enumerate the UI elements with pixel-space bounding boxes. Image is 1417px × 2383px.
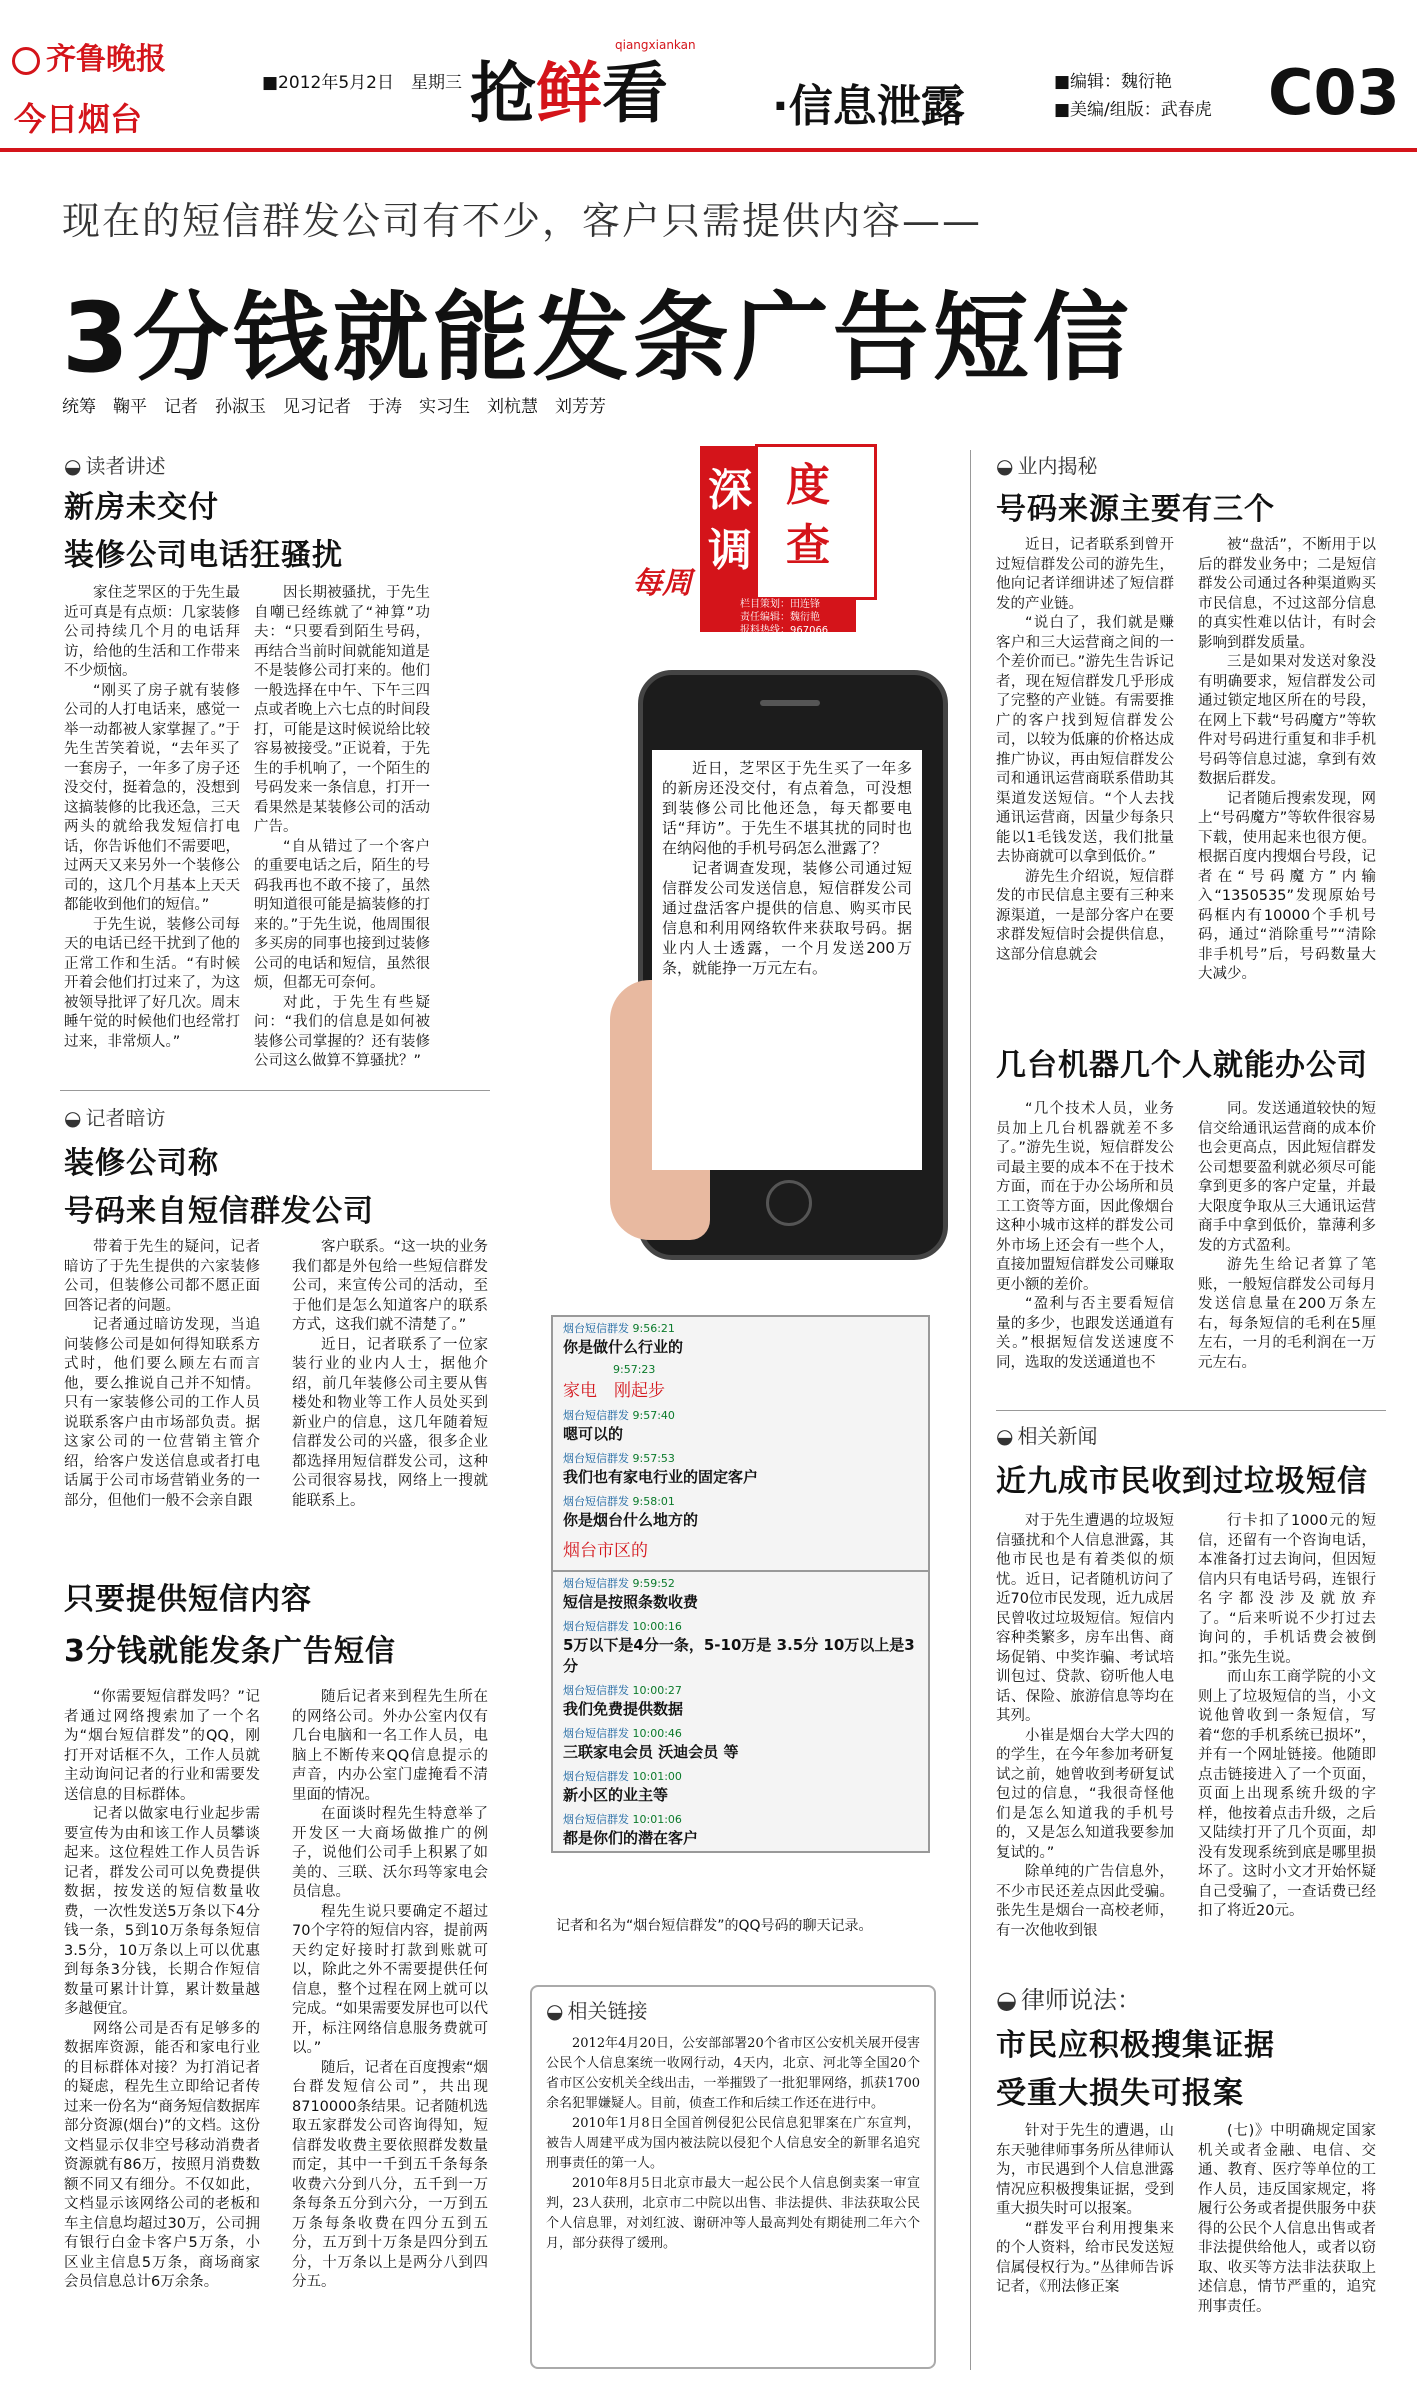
deep-investigation-badge: 深 调: [700, 446, 856, 632]
paragraph: 行卡扣了1000元的短信，还留有一个咨询电话，本准备打过去询问，但因短信内只有电话号码，连银行名字都没涉及就放弃了。“后来听说不少打过去询问的，手机话费会被倒扣。”张先生说。: [1198, 1513, 1376, 1666]
chat-message: [553, 1615, 928, 1679]
related-paragraph: 2010年8月5日北京市最大一起公民个人信息倒卖案一审宣判，23人获刑，北京市二中院以出售、非法提供、非法获取公民个人信息罪，对刘红波、谢研冲等人最高判处有期徒刑二年六个月，部分获得了缓刑。: [546, 2176, 920, 2251]
issue-date: ■2012年5月2日 星期三: [262, 73, 462, 93]
chat-text: 短信是按照条数收费: [563, 1593, 699, 1611]
chat-message: [553, 1533, 928, 1564]
paragraph: “几个技术人员，业务员加上几台机器就差不多了。”游先生说，短信群发公司最主要的成本不在于技术方面，而在于办公场所和员工工资等方面，因此像烟台这种小城市这样的群发公司外市场上还会有一些个人，直接加盟短信群发公司赚取更小额的差价。: [996, 1101, 1174, 1293]
newspaper-logo: [12, 34, 166, 78]
phone-speaker: [760, 700, 820, 706]
text-column: [64, 584, 240, 1084]
edition-name: 今日烟台: [14, 100, 143, 138]
section-heading: 号码来源主要有三个: [996, 492, 1275, 527]
page-number: C03: [1268, 56, 1400, 129]
section-title: ·信息泄露: [772, 81, 965, 132]
chat-time: 10:00:16: [629, 1620, 682, 1633]
paragraph: (七)》中明确规定国家机关或者金融、电信、交通、教育、医疗等单位的工作人员，违反国家规定，将履行公务或者提供服务中获得的公民个人信息出售或者非法提供给他人，或者以窃取、收买等方法非法获取上述信息，情节严重的，追究刑事责任。: [1198, 2123, 1376, 2315]
chat-sender: 烟台短信群发: [563, 1813, 629, 1826]
paragraph: 近日，记者联系了一位家装行业的业内人士，据他介绍，前几年装修公司主要从售楼处和物业等工作人员处买到新业户的信息，这几年随着短信群发公司的兴盛，很多企业都选择用短信群发公司，这种公司很容易找，网络上一搜就能联系上。: [292, 1336, 488, 1509]
section-rule: [996, 1410, 1386, 1411]
chat-sender: 烟台短信群发: [563, 1577, 629, 1590]
paragraph: 记者通过暗访发现，当追问装修公司是如何得知联系方式时，他们要么顾左右而言他，要么推说自己并不知情。只有一家装修公司的工作人员说联系客户由市场部负责。据这家公司的一位营销主管介绍，给客户发送信息或者打电话属于公司市场营销业务的一部分，但他们一般不会亲自跟: [64, 1317, 260, 1509]
brand-pinyin: qiangxiankan: [615, 38, 696, 52]
section-heading: 装修公司电话狂骚扰: [64, 538, 343, 573]
text-column: [996, 1512, 1174, 1972]
chat-time: 9:58:01: [629, 1495, 675, 1508]
text-column: [64, 1238, 260, 1560]
paragraph: 记者以做家电行业起步需要宣传为由和该工作人员攀谈起来。这位程姓工作人员告诉记者，群发公司可以免费提供数据，按发送的短信数量收费，一次性发送5万条以下4分钱一条，5到10万条每条短信3.5分，10万条以上可以优惠到每条3分钱，长期合作短信数量可累计计算，累计数量越多越便宜。: [64, 1806, 260, 2017]
chat-meta: [563, 1682, 918, 1698]
chat-time: 9:59:52: [629, 1577, 675, 1590]
paragraph: 记者随后搜索发现，网上“号码魔方”等软件很容易下载，使用起来也很方便。根据百度内搜烟台号段，记者在“号码魔方”内输入“1350535”发现原始号码框内有10000个手机号码，通过“消除重号”“清除非手机号”后，号码数量大大减少。: [1198, 790, 1376, 982]
paragraph: 在面谈时程先生特意举了开发区一大商场做推广的例子，说他们公司手上积累了如美的、三联、沃尔玛等家电会员信息。: [292, 1806, 488, 1900]
chat-time: 9:56:21: [629, 1322, 675, 1335]
paragraph: 游先生介绍说，短信群发的市民信息主要有三种来源渠道，一是部分客户在要求群发短信时会提供信息，这部分信息就会: [996, 868, 1174, 963]
chat-message: [553, 1490, 928, 1533]
paragraph: 近日，记者联系到曾开过短信群发公司的游先生，他向记者详细讲述了短信群发的产业链。: [996, 537, 1174, 612]
chat-meta: [563, 1618, 918, 1634]
chat-text: 你是做什么行业的: [563, 1338, 684, 1356]
chat-message: [553, 1570, 928, 1615]
paragraph: 游先生给记者算了笔账，一般短信群发公司每月发送信息量在200万条左右，每条短信的毛利在5厘左右，一月的毛利润在一万元左右。: [1198, 1257, 1376, 1371]
section-heading: 新房未交付: [64, 490, 219, 525]
chat-caption: 记者和名为“烟台短信群发”的QQ号码的聊天记录。: [556, 1918, 873, 1934]
chat-time: 10:01:06: [629, 1813, 682, 1826]
chat-text: 嗯可以的: [563, 1425, 624, 1443]
text-column: [1198, 2122, 1376, 2372]
paragraph: 带着于先生的疑问，记者暗访了于先生提供的六家装修公司，但装修公司都不愿正面回答记者的问题。: [64, 1239, 260, 1314]
chat-message: [553, 1317, 928, 1360]
chat-meta: [563, 1768, 918, 1784]
phone-paragraph: 记者调查发现，装修公司通过短信群发公司发送信息，短信群发公司通过盘活客户提供的信息、购买市民信息和利用网络软件来获取号码。据业内人士透露，一个月发送200万条，就能挣一万元左右。: [662, 859, 912, 977]
text-column: [1198, 536, 1376, 1046]
chat-time: 9:57:40: [629, 1409, 675, 1422]
text-column: [1198, 1100, 1376, 1400]
text-column: [996, 1100, 1174, 1400]
paragraph: 被“盘活”，不断用于以后的群发业务中；二是短信群发公司通过各种渠道购买市民信息，不过这部分信息的真实性难以估计，有时会影响到群发质量。: [1198, 537, 1376, 651]
text-column: [254, 584, 430, 1084]
chat-sender: 烟台短信群发: [563, 1620, 629, 1633]
text-column: [64, 1688, 260, 2378]
section-heading: 号码来自短信群发公司: [64, 1194, 374, 1229]
header-divider: [0, 148, 1417, 152]
paragraph: 同。发送通道较快的短信交给通讯运营商的成本价也会更高点，因此短信群发公司想要盈利就必须尽可能拿到更多的客户定量，并最大限度争取从三大通讯运营商手中拿到低价，靠薄利多发的方式盈利。: [1198, 1101, 1376, 1254]
article-subhead: 现在的短信群发公司有不少，客户只需提供内容——: [62, 199, 983, 243]
chat-text: 我们免费提供数据: [563, 1700, 684, 1718]
related-paragraph: 2010年1月8日全国首例侵犯公民信息犯罪案在广东宣判，被告人周建平成为国内被法院以侵犯个人信息安全的新罪名追究刑事责任的第一人。: [546, 2116, 920, 2171]
paragraph: “你需要短信群发吗？”记者通过网络搜索加了一个名为“烟台短信群发”的QQ，刚打开对话框不久，工作人员就主动询问记者的行业和需要发送信息的目标群体。: [64, 1689, 260, 1803]
chat-meta: [563, 1493, 918, 1509]
paragraph: 随后记者来到程先生所在的网络公司。外办公室内仅有几台电脑和一名工作人员，电脑上不断传来QQ信息提示的声音，内办公室门虚掩看不清里面的情况。: [292, 1689, 488, 1803]
chat-time: 10:01:00: [629, 1770, 682, 1783]
chat-sender: 烟台短信群发: [563, 1322, 629, 1335]
chat-sender: 烟台短信群发: [563, 1770, 629, 1783]
related-links-text: [546, 2034, 920, 2254]
chat-text: 你是烟台什么地方的: [563, 1511, 699, 1529]
paragraph: 家住芝罘区的于先生最近可真是有点烦：几家装修公司持续几个月的电话拜访，给他的生活和工作带来不少烦恼。: [64, 585, 240, 679]
chat-meta: [563, 1575, 918, 1591]
chat-text: 都是你们的潜在客户: [563, 1829, 699, 1847]
section-tag: ◒ 读者讲述: [64, 450, 165, 479]
section-tag: ◒ 律师说法：: [996, 1980, 1141, 2015]
chat-text: 5万以下是4分一条，5-10万是 3.5分 10万以上是3分: [563, 1636, 915, 1675]
paragraph: 而山东工商学院的小文则上了垃圾短信的当，小文说他曾收到一条短信，写着“您的手机系统已损坏”，并有一个网址链接。他随即点击链接进入了一个页面，页面上出现系统升级的字样，他按着点击升级，之后又陆续打开了几个页面，却没有发现系统到底是哪里损坏了。这时小文才开始怀疑自己受骗了，一查话费已经扣了将近20元。: [1198, 1669, 1376, 1919]
chat-message: [553, 1447, 928, 1490]
chat-text: 我们也有家电行业的固定客户: [563, 1468, 759, 1486]
phone-screen: [652, 750, 922, 1170]
section-heading: 受重大损失可报案: [996, 2076, 1244, 2111]
chat-message: [553, 1765, 928, 1808]
paragraph: 针对于先生的遭遇，山东天驰律师事务所丛律师认为，市民遇到个人信息泄露情况应积极搜集证据，受到重大损失时可以报案。: [996, 2123, 1174, 2217]
paragraph: 程先生说只要确定不超过70个字符的短信内容，提前两天约定好接时打款到账就可以，除此之外不需要提供任何信息，整个过程在网上就可以完成。“如果需要发屏也可以代开，标注网络信息服务费就可以。”: [292, 1903, 488, 2056]
chat-sender: 烟台短信群发: [563, 1727, 629, 1740]
weekly-label: 每周: [632, 566, 692, 601]
chat-time: 10:00:46: [629, 1727, 682, 1740]
paragraph: 于先生说，装修公司每天的电话已经干扰到了他的正常工作和生活。“有时候开着会他们打过来了，为这被领导批评了好几次。周末睡午觉的时候他们也经常打过来，非常烦人。”: [64, 916, 240, 1050]
paragraph: “说白了，我们就是赚客户和三大运营商之间的一个差价而已。”游先生告诉记者，现在短信群发几乎形成了完整的产业链。有需要推广的客户找到短信群发公司，以较为低廉的价格达成推广协议，再由短信群发公司和通讯运营商联系借助其渠道发送短信。“个人去找通讯运营商，因量少每条只能以1毛钱发送，我们批量去协商就可以拿到低价。”: [996, 615, 1174, 865]
paragraph: 对此，于先生有些疑问：“我们的信息是如何被装修公司掌握的？还有装修公司这么做算不算骚扰？”: [254, 994, 430, 1069]
editor-info: ■编辑：魏衍艳 ■美编/组版：武春虎: [1054, 72, 1212, 120]
phone-screen-text: [652, 750, 922, 986]
text-column: [292, 1688, 488, 2378]
chat-text: 烟台市区的: [563, 1541, 648, 1561]
section-heading: 只要提供短信内容: [64, 1582, 312, 1617]
article-headline: 3分钱就能发条广告短信: [62, 282, 1133, 394]
paragraph: 客户联系。“这一块的业务我们都是外包给一些短信群发公司，来宣传公司的活动，至于他们是怎么知道客户的联系方式，这我们就不清楚了。”: [292, 1239, 488, 1333]
phone-paragraph: 近日，芝罘区于先生买了一年多的新房还没交付，有点着急，可没想到装修公司比他还急，每天都要电话“拜访”。于先生不堪其扰的同时也在纳闷他的手机号码怎么泄露了？: [662, 759, 912, 857]
paragraph: 对于先生遭遇的垃圾短信骚扰和个人信息泄露，其他市民也是有着类似的烦忧。近日，记者随机访问了近70位市民发现，近九成居民曾收过垃圾短信。短信内容种类繁多，房车出售、商场促销、中奖诈骗、考试培训包过、贷款、窃听他人电话、保险、旅游信息等均在其列。: [996, 1513, 1174, 1724]
chat-text: 三联家电会员 沃迪会员 等: [563, 1743, 739, 1761]
paragraph: “盈利与否主要看短信量的多少，也跟发送通道有关。”根据短信发送速度不同，选取的发送通道也不: [996, 1296, 1174, 1371]
chat-meta: [563, 1450, 918, 1466]
chat-sender: 烟台短信群发: [563, 1409, 629, 1422]
paragraph: 除单纯的广告信息外，不少市民还差点因此受骗。张先生是烟台一高校老师，有一次他收到银: [996, 1864, 1174, 1939]
newspaper-name: 齐鲁晚报: [46, 42, 166, 77]
paragraph: 因长期被骚扰，于先生自嘲已经练就了“神算”功夫：“只要看到陌生号码，再结合当前时间就能知道是不是装修公司打来的。他们一般选择在中午、下午三四点或者晚上六七点的时间段打，可能是这时候说给比较容易被接受。”正说着，于先生的手机响了，一个陌生的号码发来一条信息，打开一看果然是某装修公司的活动广告。: [254, 585, 430, 835]
chat-text: 新小区的业主等: [563, 1786, 669, 1804]
chat-message: [553, 1722, 928, 1765]
section-heading: 几台机器几个人就能办公司: [996, 1048, 1368, 1083]
paragraph: 三是如果对发送对象没有明确要求，短信群发公司通过锁定地区所在的号段，在网上下载“号码魔方”等软件对号码进行重复和非手机号码等信息过滤，拿到有效数据后群发。: [1198, 654, 1376, 787]
section-tag: ◒ 记者暗访: [64, 1102, 165, 1131]
paragraph: “群发平台利用搜集来的个人资料，给市民发送短信属侵权行为。”丛律师告诉记者，《刑法修正案: [996, 2220, 1174, 2295]
related-paragraph: 2012年4月20日，公安部部署20个省市区公安机关展开侵害公民个人信息案统一收网行动，4天内，北京、河北等全国20个省市区公安机关全线出击，一举摧毁了一批犯罪网络，抓获1700余名犯罪嫌疑人。目前，侦查工作和后续工作还在进行中。: [546, 2036, 920, 2111]
paragraph: 网络公司是否有足够多的数据库资源，能否和家电行业的目标群体对接？为打消记者的疑虑，程先生立即给记者传过来一份名为“商务短信数据库部分资源(烟台)”的文档。这份文档显示仅非空号移动消费者资源就有86万，按照月消费数额不同又有细分。不仅如此，文档显示该网络公司的老板和车主信息均超过30万，公司拥有银行白金卡客户5万条，小区业主信息5万条，商场商家会员信息总计6万余条。: [64, 2020, 260, 2290]
section-tag: ◒ 相关新闻: [996, 1420, 1097, 1449]
chat-meta: [563, 1407, 918, 1423]
section-tag: ◒ 业内揭秘: [996, 450, 1097, 479]
related-links-box: [530, 1985, 936, 2369]
paragraph: “刚买了房子就有装修公司的人打电话来，感觉一举一动都被人家掌握了。”于先生苦笑着说，“去年买了一套房子，一年多了房子还没交付，挺着急的，没想到这搞装修的比我还急，三天两头的就给我发短信打电话，你告诉他们不需要吧，过两天又来另外一个装修公司的，这几个月基本上天天都能收到他们的短信。”: [64, 682, 240, 913]
chat-time: 10:00:27: [629, 1684, 682, 1697]
paragraph: 随后，记者在百度搜索“烟台群发短信公司”，共出现8710000条结果。记者随机选取五家群发公司咨询得知，短信群发收费主要依照群发数量而定，其中一千到五千条每条收费六分到八分，五千到一万条每条五分到六分，一万到五万条每条收费在四分五到五分，五万到十万条是四分到五分，十万条以上是两分八到四分五。: [292, 2059, 488, 2290]
section-heading: 3分钱就能发条广告短信: [64, 1634, 396, 1669]
chat-sender: 烟台短信群发: [563, 1495, 629, 1508]
text-column: [1198, 1512, 1376, 1972]
section-heading: 装修公司称: [64, 1146, 219, 1181]
paragraph: 小崔是烟台大学大四的的学生，在今年参加考研复试之前，她曾收到考研复试包过的信息，“我很奇怪他们是怎么知道我的手机号的，又是怎么知道我要参加复试的。”: [996, 1727, 1174, 1861]
chat-message: [553, 1679, 928, 1722]
section-rule: [60, 1090, 490, 1091]
deep-investigation-badge-right: 度 查: [755, 444, 877, 600]
chat-message: [553, 1404, 928, 1447]
chat-text: 家电 刚起步: [563, 1381, 665, 1401]
article-byline: 统筹 鞠平 记者 孙淑玉 见习记者 于涛 实习生 刘杭慧 刘芳芳: [62, 397, 606, 417]
section-brand: 抢鲜看: [470, 54, 668, 132]
text-column: [996, 536, 1174, 1046]
text-column: [996, 2122, 1174, 2372]
section-heading: 市民应积极搜集证据: [996, 2028, 1275, 2063]
paragraph: “自从错过了一个客户的重要电话之后，陌生的号码我再也不敢不接了，虽然明知道很可能是搞装修的打来的。”于先生说，他周围很多买房的同事也接到过装修公司的电话和短信，虽然很烦，但都无可奈何。: [254, 838, 430, 991]
chat-message: [553, 1360, 928, 1404]
related-links-title: ◒ 相关链接: [546, 1995, 920, 2024]
phone-home-button: [766, 1180, 812, 1226]
chat-sender: 烟台短信群发: [563, 1452, 629, 1465]
section-heading: 近九成市民收到过垃圾短信: [996, 1464, 1368, 1499]
text-column: [292, 1238, 488, 1560]
chat-meta: [563, 1811, 918, 1827]
qq-chat-log: [551, 1315, 930, 1853]
logo-mark-icon: [12, 47, 40, 75]
chat-sender: 烟台短信群发: [563, 1684, 629, 1697]
column-rule: [970, 450, 971, 2370]
chat-time: 9:57:23: [613, 1363, 656, 1376]
chat-time: 9:57:53: [629, 1452, 675, 1465]
chat-meta: [563, 1725, 918, 1741]
chat-message: [553, 1808, 928, 1851]
column-credits: 栏目策划：田连锋 责任编辑：魏衍艳 报料热线：967066 第54期: [740, 599, 829, 649]
chat-meta: [563, 1320, 918, 1336]
